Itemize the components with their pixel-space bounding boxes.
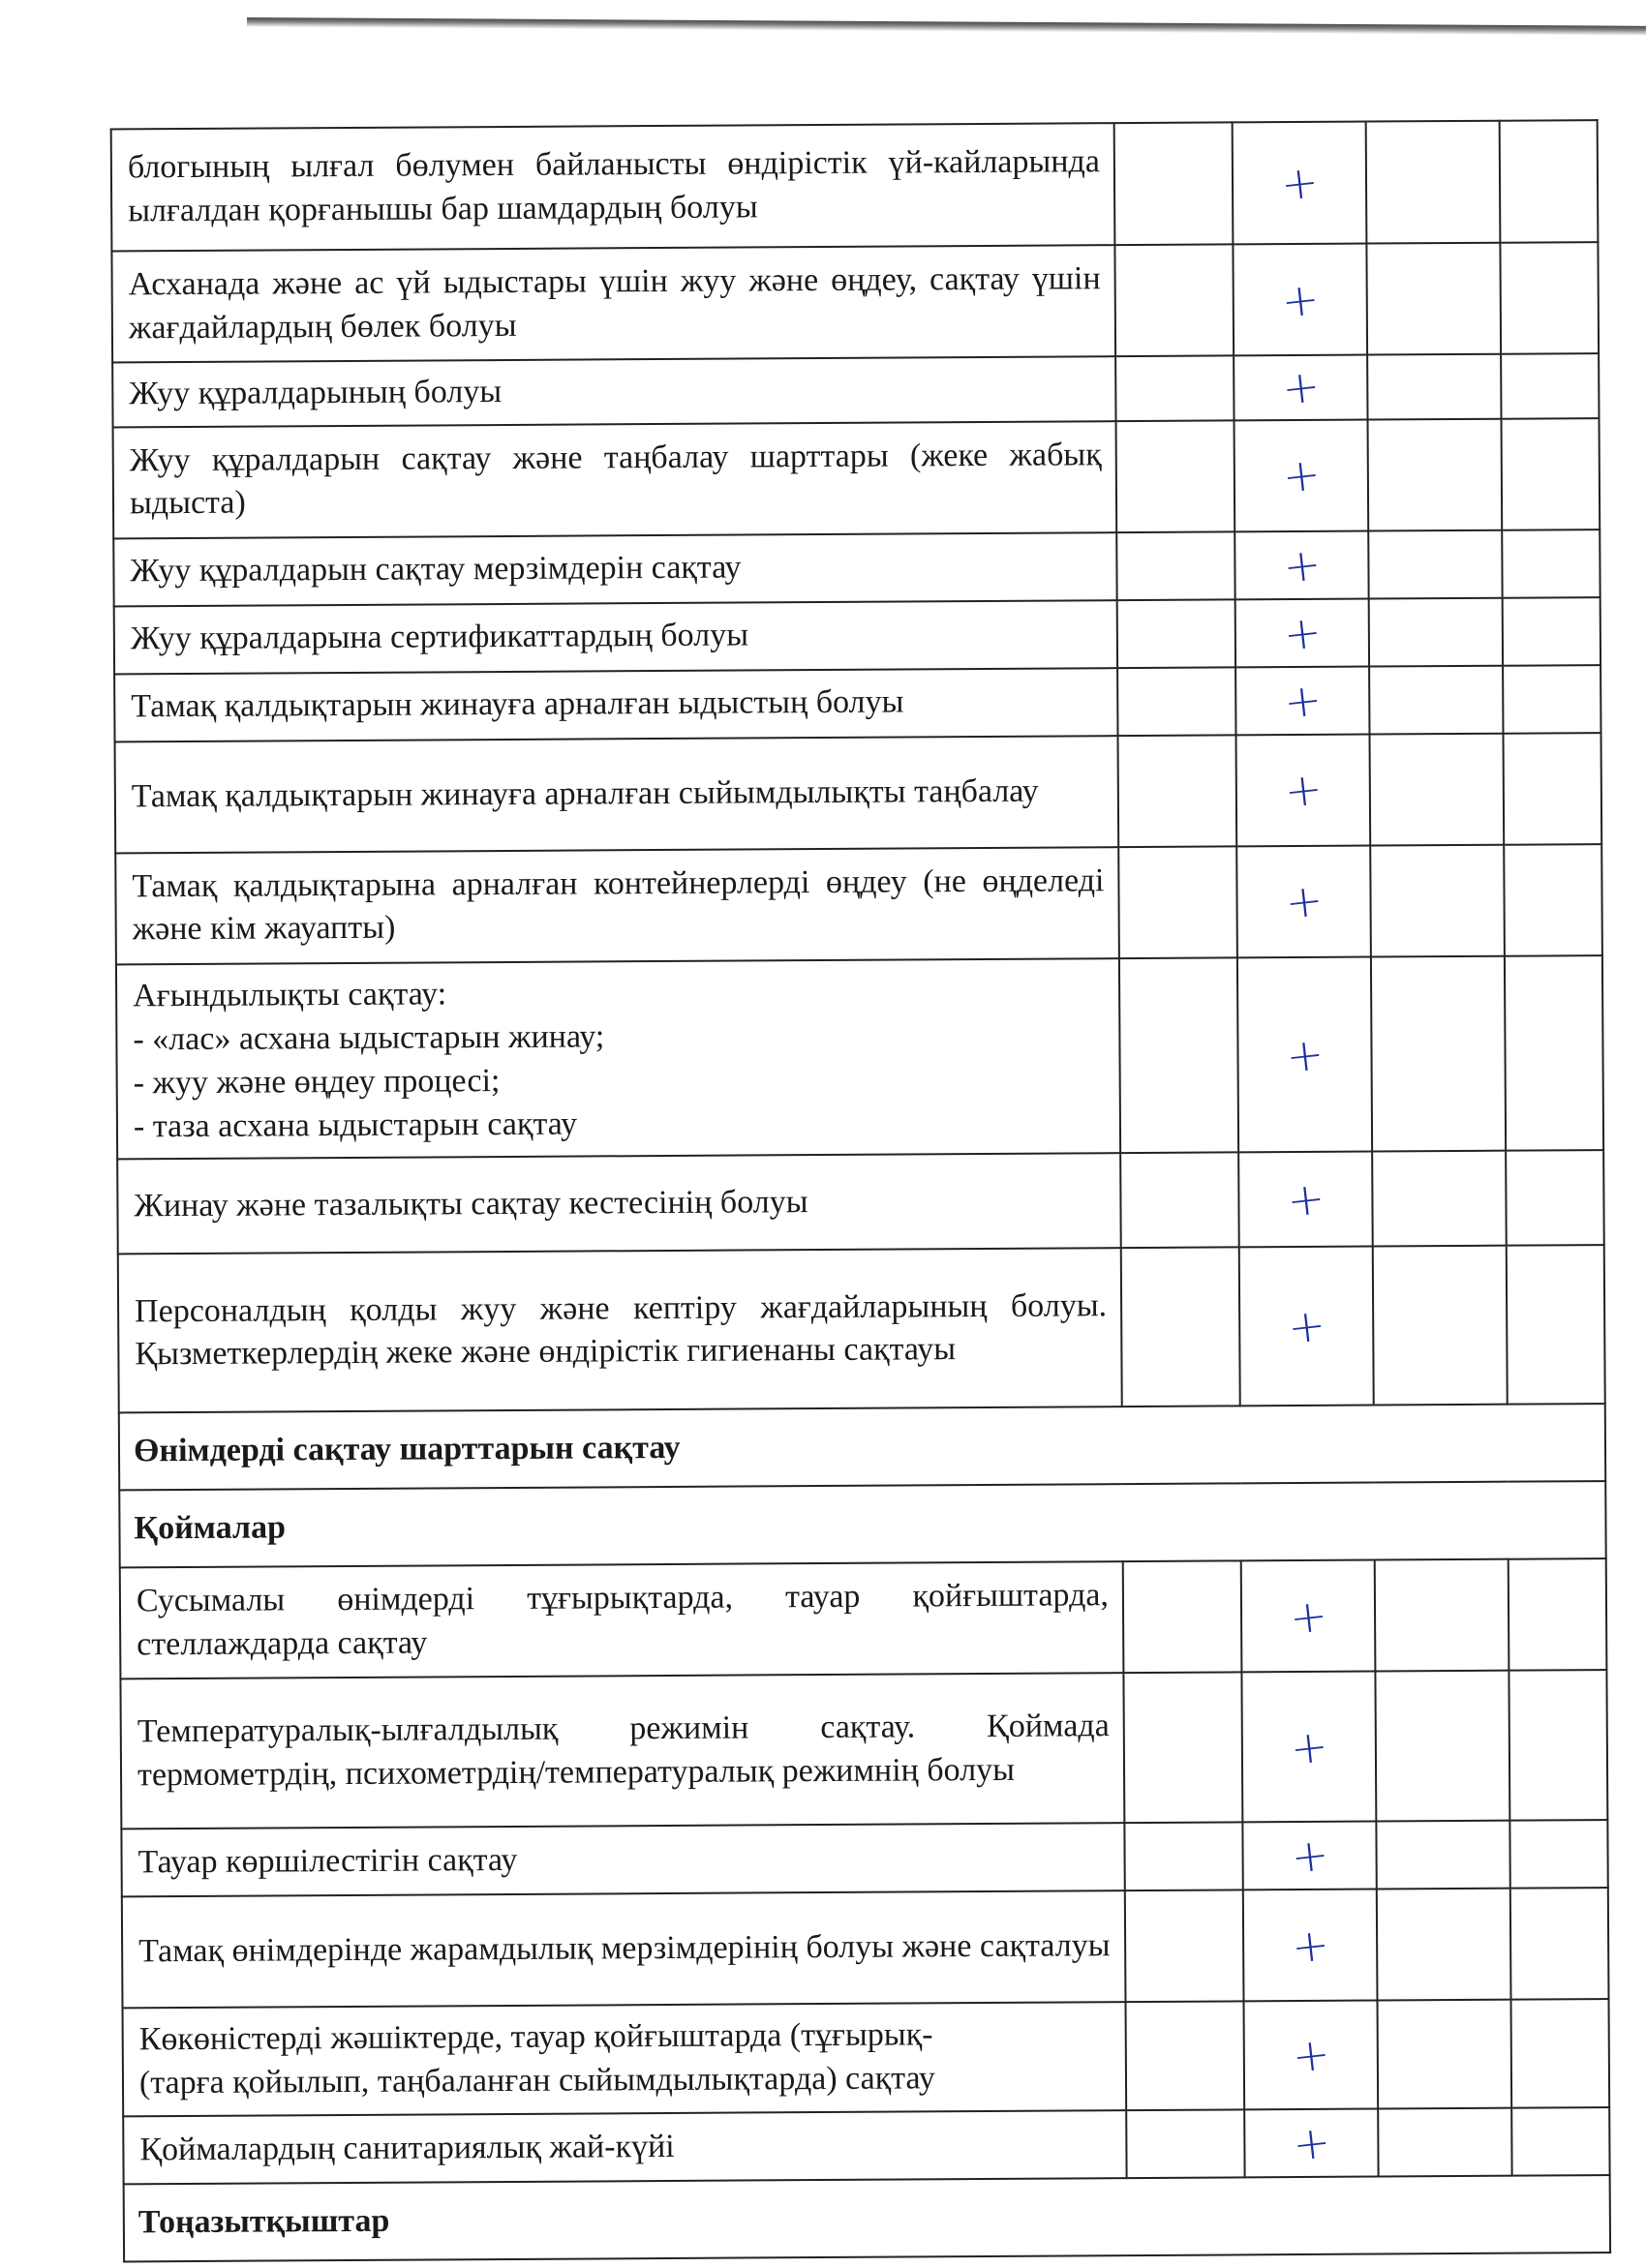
check-cell-2 xyxy=(1241,1560,1376,1673)
check-cell-1 xyxy=(1115,355,1234,421)
check-cell-3 xyxy=(1370,734,1505,846)
requirement-text: Температуралық-ылғалдылық режимін сақтау. Қоймада термометрдің, психометрдің/температуралық режимнің болуы xyxy=(120,1673,1124,1829)
requirement-text: Асханада және ас үй ыдыстары үшін жуу және өңдеу, сақтау үшін жағдайлардың бөлек болуы xyxy=(111,245,1115,362)
inspection-checklist-table xyxy=(110,119,1611,2262)
check-cell-3 xyxy=(1366,121,1501,244)
requirement-text: Тауар көршілестігін сақтау xyxy=(121,1823,1124,1896)
checklist-row xyxy=(116,955,1603,1160)
checklist-row xyxy=(111,120,1599,251)
check-cell-1 xyxy=(1119,957,1238,1153)
check-cell-4 xyxy=(1502,418,1600,530)
check-cell-4 xyxy=(1501,353,1599,418)
check-cell-1 xyxy=(1120,1153,1239,1249)
check-cell-2 xyxy=(1237,956,1372,1152)
checklist-row xyxy=(122,1888,1609,2008)
check-cell-2 xyxy=(1233,244,1367,356)
check-cell-2 xyxy=(1233,122,1367,245)
check-cell-4 xyxy=(1500,120,1599,243)
check-cell-2 xyxy=(1243,2001,1378,2110)
check-cell-2 xyxy=(1244,2109,1378,2178)
handwritten-plus-mark: + xyxy=(1286,1588,1330,1645)
requirement-text: Жуу құралдарының болуы xyxy=(112,356,1115,427)
check-cell-1 xyxy=(1116,420,1235,532)
check-cell-1 xyxy=(1117,667,1235,736)
section-header-row xyxy=(124,2175,1610,2261)
check-cell-4 xyxy=(1510,1888,1609,2000)
check-cell-3 xyxy=(1366,243,1501,355)
handwritten-plus-mark: + xyxy=(1280,604,1324,661)
section-title: Тоңазытқыштар xyxy=(124,2175,1610,2261)
handwritten-plus-mark: + xyxy=(1288,1828,1331,1885)
check-cell-4 xyxy=(1509,1820,1607,1889)
requirement-text xyxy=(123,2002,1127,2116)
requirement-text: Тамақ өнімдерінде жарамдылық мерзімдерінің болуы және сақталуы xyxy=(122,1890,1126,2008)
check-cell-3 xyxy=(1373,1246,1508,1406)
check-cell-1 xyxy=(1118,846,1237,958)
check-cell-4 xyxy=(1503,665,1600,734)
requirement-text: Жуу құралдарына сертификаттардың болуы xyxy=(114,600,1117,674)
check-cell-4 xyxy=(1511,2107,1609,2176)
handwritten-plus-mark: + xyxy=(1278,271,1322,328)
handwritten-plus-mark: + xyxy=(1281,672,1325,729)
requirement-text: Сусымалы өнімдерді тұғырықтарда, тауар қойғыштарда, стеллаждарда сақтау xyxy=(120,1561,1124,1678)
check-cell-1 xyxy=(1124,1823,1242,1891)
check-cell-3 xyxy=(1377,1889,1511,2001)
handwritten-plus-mark: + xyxy=(1287,1718,1331,1775)
check-cell-1 xyxy=(1117,599,1235,668)
check-cell-2 xyxy=(1236,845,1371,957)
section-title: Өнімдерді сақтау шарттарын сақтау xyxy=(119,1404,1605,1490)
requirement-text xyxy=(116,958,1120,1160)
requirement-text: Тамақ қалдықтарын жинауға арналған сыйымдылықты таңбалау xyxy=(115,736,1119,853)
requirement-line: Ағындылықты сақтау: xyxy=(133,976,447,1014)
check-cell-4 xyxy=(1505,955,1603,1151)
handwritten-plus-mark: + xyxy=(1289,2027,1332,2084)
handwritten-plus-mark: + xyxy=(1282,873,1326,930)
check-cell-3 xyxy=(1368,419,1503,531)
requirement-line: - таза асхана ыдыстарын сақтау xyxy=(133,1105,578,1144)
check-cell-1 xyxy=(1114,122,1234,245)
check-cell-1 xyxy=(1126,2002,1245,2110)
handwritten-plus-mark: + xyxy=(1283,1026,1326,1083)
requirement-text: Жуу құралдарын сақтау және таңбалау шарттары (жеке жабық ыдыста) xyxy=(113,421,1117,538)
check-cell-2 xyxy=(1236,734,1371,846)
check-cell-3 xyxy=(1370,845,1505,957)
checklist-row xyxy=(123,1999,1610,2116)
check-cell-4 xyxy=(1503,597,1600,666)
check-cell-2 xyxy=(1243,1890,1378,2002)
check-cell-1 xyxy=(1116,531,1234,600)
check-cell-1 xyxy=(1126,2109,1244,2178)
check-cell-3 xyxy=(1368,530,1502,599)
check-cell-1 xyxy=(1118,735,1237,847)
requirement-text: Тамақ қалдықтарын жинауға арналған ыдыстың болуы xyxy=(114,668,1117,741)
check-cell-2 xyxy=(1238,1152,1373,1248)
check-cell-4 xyxy=(1503,733,1601,845)
requirement-text: Жинау және тазалықты сақтау кестесінің болуы xyxy=(117,1153,1121,1254)
check-cell-2 xyxy=(1235,598,1369,667)
check-cell-4 xyxy=(1504,844,1602,956)
check-cell-2 xyxy=(1242,1822,1376,1890)
checklist-row xyxy=(115,733,1602,853)
section-title: Қоймалар xyxy=(119,1481,1605,1567)
handwritten-plus-mark: + xyxy=(1285,1298,1328,1355)
checklist-row xyxy=(115,844,1602,964)
checklist-row xyxy=(111,242,1599,362)
check-cell-2 xyxy=(1235,666,1369,735)
check-cell-2 xyxy=(1234,419,1369,531)
checklist-row xyxy=(113,418,1600,538)
check-cell-2 xyxy=(1241,1672,1376,1823)
check-cell-2 xyxy=(1234,355,1367,421)
handwritten-plus-mark: + xyxy=(1288,1917,1332,1974)
check-cell-4 xyxy=(1506,1150,1604,1246)
check-cell-3 xyxy=(1377,2000,1511,2109)
check-cell-1 xyxy=(1123,1561,1242,1674)
requirement-text: блогының ылғал бөлумен байланысты өндірістік үй-кайларында ылғалдан қорғанышы бар шамдардың болуы xyxy=(111,123,1115,251)
section-header-row xyxy=(119,1404,1605,1490)
check-cell-3 xyxy=(1372,1151,1507,1247)
section-header-row xyxy=(119,1481,1605,1567)
checklist-row xyxy=(114,665,1600,741)
checklist-row xyxy=(112,353,1599,427)
requirement-line: Көкөністерді жәшіктерде, тауар қойғыштарда (тұғырық- xyxy=(138,2016,933,2058)
check-cell-4 xyxy=(1509,1558,1607,1671)
check-cell-3 xyxy=(1378,2108,1511,2177)
checklist-row xyxy=(113,529,1600,606)
check-cell-1 xyxy=(1121,1248,1240,1407)
check-cell-4 xyxy=(1507,1245,1605,1405)
checklist-row xyxy=(117,1150,1604,1254)
handwritten-plus-mark: + xyxy=(1280,536,1324,593)
handwritten-plus-mark: + xyxy=(1284,1171,1327,1228)
check-cell-1 xyxy=(1125,1890,1244,2003)
requirement-line: - жуу және өңдеу процесі; xyxy=(133,1062,501,1101)
check-cell-3 xyxy=(1367,354,1501,420)
checklist-body xyxy=(111,120,1610,2261)
requirement-text: Персоналдың қолды жуу және кептіру жағдайларының болуы. Қызметкерлердің жеке және өндірістік гигиенаны сақтауы xyxy=(118,1248,1122,1412)
checklist-row xyxy=(121,1820,1607,1896)
check-cell-4 xyxy=(1502,529,1600,598)
check-cell-2 xyxy=(1234,530,1368,599)
checklist-row xyxy=(123,2107,1609,2184)
checklist-row xyxy=(120,1558,1607,1678)
handwritten-plus-mark: + xyxy=(1277,155,1322,211)
checklist-row xyxy=(114,597,1600,674)
handwritten-plus-mark: + xyxy=(1279,359,1323,416)
checklist-row xyxy=(118,1245,1605,1412)
requirement-text: Жуу құралдарын сақтау мерзімдерін сақтау xyxy=(113,532,1116,606)
requirement-text: Тамақ қалдықтарына арналған контейнерлерді өңдеу (не өңделеді және кім жауапты) xyxy=(115,847,1119,964)
check-cell-1 xyxy=(1114,244,1234,356)
check-cell-2 xyxy=(1239,1247,1374,1406)
check-cell-3 xyxy=(1369,666,1503,735)
handwritten-plus-mark: + xyxy=(1279,447,1324,504)
checklist-row xyxy=(120,1670,1607,1829)
check-cell-3 xyxy=(1369,598,1503,667)
check-cell-4 xyxy=(1510,1999,1609,2107)
requirement-line: (тарға қойылып, таңбаланған сыйымдылықтарда) сақтау xyxy=(138,2060,935,2102)
check-cell-3 xyxy=(1375,1671,1509,1822)
check-cell-4 xyxy=(1509,1670,1607,1821)
handwritten-plus-mark: + xyxy=(1290,2115,1333,2172)
requirement-line: - «лас» асхана ыдыстарын жинау; xyxy=(133,1018,605,1058)
check-cell-1 xyxy=(1123,1673,1242,1824)
requirement-text: Қоймалардың санитариялық жай-күйі xyxy=(123,2110,1126,2184)
check-cell-4 xyxy=(1500,242,1599,354)
check-cell-3 xyxy=(1371,956,1506,1152)
check-cell-3 xyxy=(1376,1821,1509,1890)
handwritten-plus-mark: + xyxy=(1281,762,1325,819)
check-cell-3 xyxy=(1375,1559,1509,1672)
